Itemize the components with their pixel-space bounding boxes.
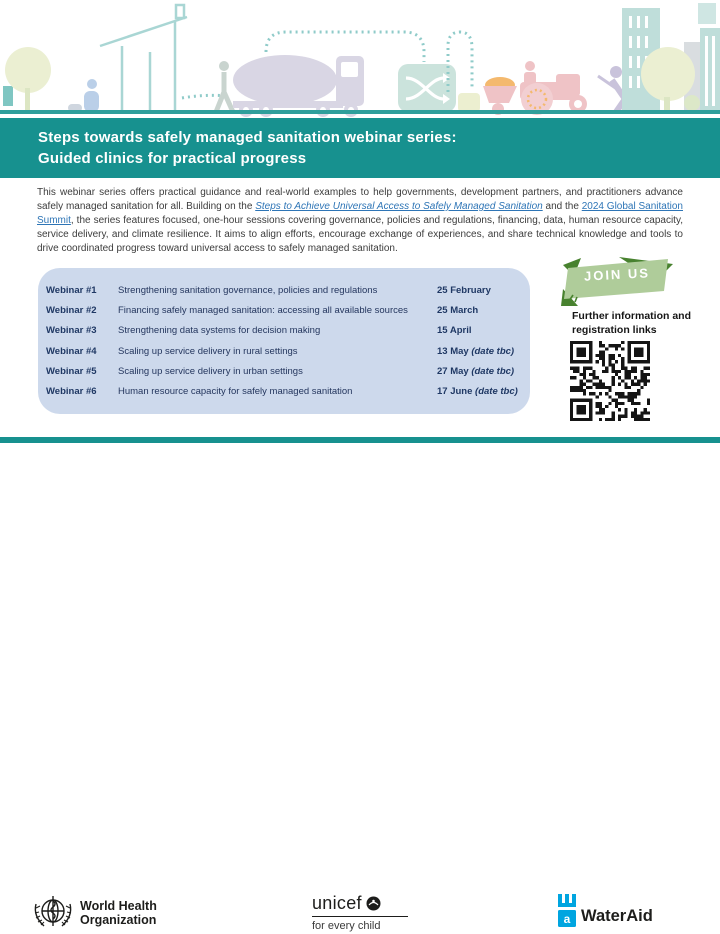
- registration-info-text: Further information and registration links: [572, 310, 691, 336]
- link-sanitation-summit[interactable]: 2024 Global Sanitation Summit: [37, 200, 683, 226]
- who-name-line2: Organization: [80, 913, 157, 927]
- table-row: [46, 341, 522, 361]
- webinar-title: Scaling up service delivery in urban settings: [118, 365, 303, 377]
- join-us-label: JOIN US: [583, 265, 651, 284]
- unicef-rule: [312, 916, 408, 917]
- wateraid-mark-icon: [558, 894, 577, 927]
- footer: [0, 443, 720, 932]
- person-crouching-icon: [68, 79, 99, 112]
- webinar-title: Financing safely managed sanitation: accessing all available sources: [118, 304, 408, 316]
- wateraid-wordmark: WaterAid: [581, 907, 653, 925]
- webinar-label: Webinar #5: [46, 365, 97, 377]
- webinar-date: 15 April: [437, 325, 472, 337]
- join-us-banner: [561, 255, 673, 307]
- intro-paragraph: [37, 186, 683, 256]
- webinar-date: 25 February: [437, 284, 491, 296]
- webinar-date: 27 May (date tbc): [437, 365, 515, 377]
- header-illustration: [0, 0, 720, 116]
- webinar-date: 13 May (date tbc): [437, 345, 515, 357]
- wateraid-logo: [558, 894, 653, 927]
- tanker-truck-icon: [233, 55, 364, 117]
- intro-text-2: and the: [542, 200, 582, 212]
- webinar-title: Strengthening data systems for decision making: [118, 325, 321, 337]
- webinar-label: Webinar #1: [46, 284, 97, 296]
- unicef-emblem-icon: [366, 896, 381, 911]
- intro-text-3: , the series features focused, one-hour sessions covering governance, policies and regulations, financing, data, human resource capacity, service delivery, and climate resilience. It aims to align efforts, encourage exchange of experiences, and share technical knowledge and tools to drive coordinated progress toward universal access to safely managed sanitation.: [37, 214, 683, 254]
- who-emblem-icon: [32, 892, 74, 934]
- table-row: [46, 382, 522, 402]
- tractor-icon: [520, 61, 587, 115]
- latrine-icon: [100, 5, 187, 112]
- table-row: [46, 321, 522, 341]
- webinar-title: Human resource capacity for safely managed sanitation: [118, 386, 353, 398]
- webinar-date: 25 March: [437, 304, 479, 316]
- intro-text-1: This webinar series offers practical guidance and real-world examples to help governments, development partners, and practitioners advance safely managed sanitation for all. Building on the: [37, 187, 683, 212]
- unicef-wordmark: unicef: [312, 893, 362, 913]
- link-steps-guidance[interactable]: Steps to Achieve Universal Access to Safely Managed Sanitation: [255, 200, 543, 212]
- webinar-label: Webinar #6: [46, 386, 97, 398]
- unicef-tagline: for every child: [312, 920, 381, 932]
- webinar-label: Webinar #3: [46, 325, 97, 337]
- treatment-plant-icon: [398, 64, 456, 112]
- svg-text:a: a: [563, 912, 571, 926]
- page-title-line2: Guided clinics for practical progress: [38, 150, 307, 167]
- wheelbarrow-icon: [483, 77, 517, 115]
- page-title-line1: Steps towards safely managed sanitation webinar series:: [38, 129, 457, 146]
- table-row: [46, 300, 522, 320]
- ground-line: [0, 110, 720, 114]
- webinar-date: 17 June (date tbc): [437, 386, 518, 398]
- webinar-label: Webinar #2: [46, 304, 97, 316]
- schedule-table: [38, 268, 530, 414]
- table-row: [46, 361, 522, 381]
- person-walking-icon: [216, 61, 233, 112]
- webinar-title: Scaling up service delivery in rural settings: [118, 345, 298, 357]
- title-banner: [0, 118, 720, 178]
- webinar-label: Webinar #4: [46, 345, 97, 357]
- table-row: [46, 280, 522, 300]
- qr-code: [570, 341, 650, 421]
- who-logo: [32, 892, 157, 934]
- unicef-logo: [312, 893, 408, 932]
- block-shape: [3, 86, 13, 106]
- webinar-title: Strengthening sanitation governance, policies and regulations: [118, 284, 378, 296]
- who-name-line1: World Health: [80, 899, 157, 913]
